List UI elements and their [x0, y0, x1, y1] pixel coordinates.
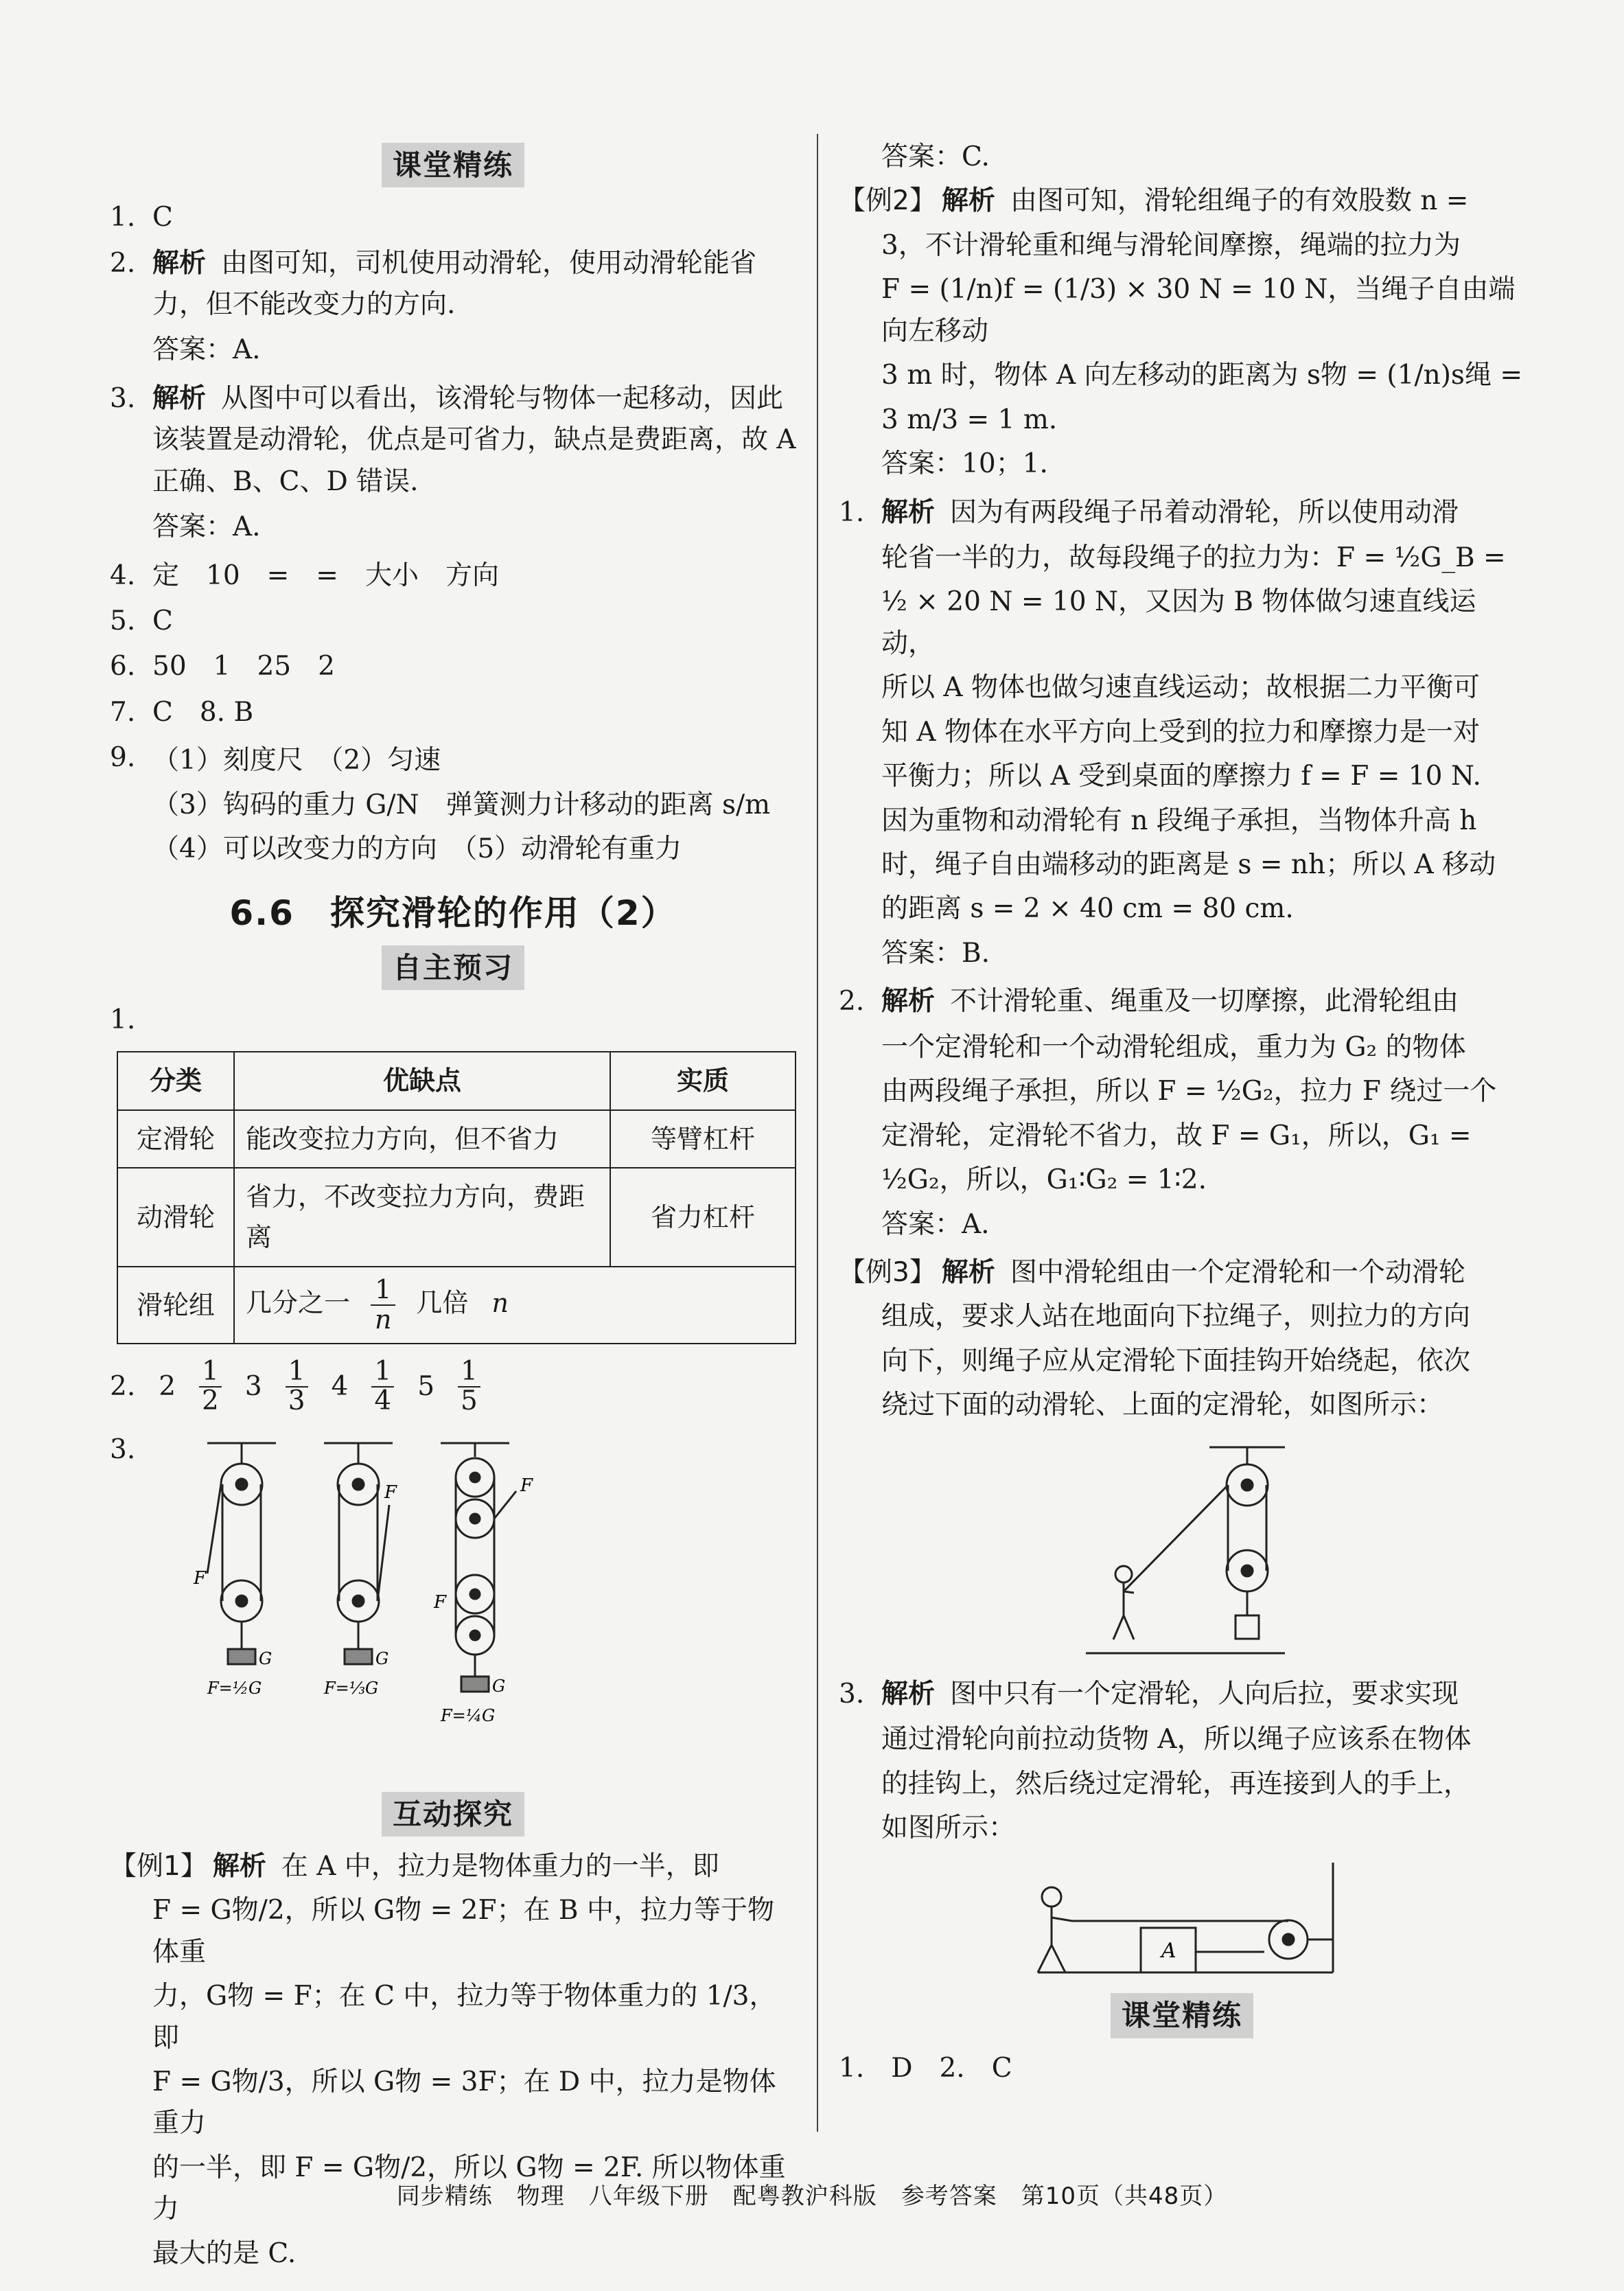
fraction: 1 2 — [199, 1358, 222, 1416]
section-title: 6.6 探究滑轮的作用（2） — [229, 893, 677, 933]
pulley-comparison-table — [117, 1051, 796, 1344]
fraction: $\frac{1}{n}$ — [371, 1276, 395, 1335]
answer-item: 3. 解析 从图中可以看出，该滑轮与物体一起移动，因此该装置是动滑轮，优点是可省力，缺点是费距离，故 A 正确、B、C、D 错误. — [110, 382, 796, 497]
table-header: 分类 — [117, 1052, 234, 1110]
example-2: 【例2】 解析 由图可知，滑轮组绳子的有效股数 n = 3，不计滑轮重和绳与滑轮间摩擦，绳端的拉力为 F = (1/n)f = (1/3) × 30 N = 10 N，当绳子自由端向左移动 3 m 时，物体 A 向左移动的距离为 s物 = (1/n)s绳 = 3 m/3 = 1 m. 答案：10；1. — [839, 185, 1523, 480]
svg-text:G: G — [259, 1648, 272, 1668]
table-header: 实质 — [610, 1052, 796, 1110]
fraction: 1 3 — [286, 1358, 308, 1416]
pulley-person-figure — [839, 1434, 1525, 1667]
svg-text:F=½G: F=½G — [207, 1678, 262, 1698]
example-1: 【例1】 解析 在 A 中，拉力是物体重力的一半，即 F = G物/2，所以 G物 = 2F；在 B 中，拉力等于物体重 力，G物 = F；在 C 中，拉力等于物体重力的 1/3，即 F = G物/3，所以 G物 = 3F；在 D 中，拉力是物体重力 的一半，即 F = G物/2，所以 G物 = 2F. 所以物体重力 最大的是 C. — [110, 1850, 786, 2269]
example-3: 【例3】 解析 图中滑轮组由一个定滑轮和一个动滑轮 组成，要求人站在地面向下拉绳子，则拉力的方向 向下，则绳子应从定滑轮下面挂钩开始绕起，依次 绕过下面的动滑轮、上面的定滑轮，如图所示： — [839, 1256, 1471, 1421]
answer-item: 6. 50 1 25 2 — [110, 651, 335, 682]
answer-line: 答案：A. — [152, 334, 261, 366]
answer-item: 3. 解析 图中只有一个定滑轮，人向后拉，要求实现 通过滑轮向前拉动货物 A，所以绳子应该系在物体 的挂钩上，然后绕过定滑轮，再连接到人的手上， 如图所示： — [839, 1678, 1472, 1843]
section-band-practice-2: 课堂精练 — [1111, 1993, 1253, 2038]
pulley-figures: 3. F F F F G G G F=½G F=⅓G F=¼G — [110, 1429, 796, 1786]
analysis-tag: 解析 — [152, 382, 207, 414]
answer-line: 1. D 2. C — [839, 2052, 1012, 2084]
svg-text:F=⅓G: F=⅓G — [324, 1678, 379, 1698]
answer-item-9: 9. （1）刻度尺 （2）匀速 （3）钩码的重力 G/N 弹簧测力计移动的距离 s/m （4）可以改变力的方向 （5）动滑轮有重力 — [110, 742, 771, 865]
answer-item: 5. C — [110, 606, 173, 637]
page-footer: 同步精练 物理 八年级下册 配粤教沪科版 参考答案 第10页（共48页） — [396, 2183, 1228, 2210]
ratio-answers: 2. 2 1 2 3 1 3 4 1 4 5 1 5 — [110, 1358, 796, 1416]
answer-item: 2. 解析 不计滑轮重、绳重及一切摩擦，此滑轮组由 一个定滑轮和一个动滑轮组成，重力为 G₂ 的物体 由两段绳子承担，所以 F = ½G₂，拉力 F 绕过一个 定滑轮，定滑轮不省力，故 F = G₁，所以，G₁ = ½G₂，所以，G₁∶G₂ = 1∶2. 答案：A. — [839, 986, 1497, 1240]
answer-item: 1. C — [110, 202, 173, 233]
svg-text:G: G — [492, 1676, 506, 1696]
analysis-tag: 解析 — [152, 247, 207, 279]
svg-text:F=¼G: F=¼G — [441, 1705, 496, 1725]
fraction: 1 4 — [371, 1358, 394, 1416]
svg-text:A: A — [1161, 1939, 1176, 1964]
section-band-practice: 课堂精练 — [382, 143, 524, 187]
column-divider — [817, 134, 818, 2132]
answer-item: 4. 定 10 = = 大小 方向 — [110, 560, 499, 591]
answer-item: 1. 解析 因为有两段绳子吊着动滑轮，所以使用动滑 轮省一半的力，故每段绳子的拉力为：F = ½G_B = ½ × 20 N = 10 N，又因为 B 物体做匀速直线运动， 所以 A 物体也做匀速直线运动；故根据二力平衡可 知 A 物体在水平方向上受到的拉力和摩擦力是一对 平衡力；所以 A 受到桌面的摩擦力 f = F = 10 N. 因为重物和动滑轮有 n 段绳子承担，当物体升高 h 时，绳子自由端移动的距离是 s = nh；所以 A 移动 的距离 s = 2 × 40 cm = 80 cm. 答案：B. — [839, 496, 1506, 969]
section-band-preview: 自主预习 — [382, 945, 524, 990]
svg-text:G: G — [375, 1648, 389, 1668]
svg-text:F: F — [520, 1475, 533, 1496]
right-column: 答案：C. 【例2】 解析 由图可知，滑轮组绳子的有效股数 n = 3，不计滑轮重和绳与滑轮间摩擦，绳端的拉力为 F = (1/n)f = (1/3) × 30 N = 10 N，当绳子自由端向左移动 3 m 时，物体 A 向左移动的距离为 s物 = (1/n)s绳 = 3 m/3 = 1 m. 答案：10；1. 1. 解析 因为有两段绳子吊着动滑轮，所以使用动滑 轮省一半的力，故每段绳子的拉力为：F = ½G_B = ½ × 20 N = 10 N，又因为 B 物体做匀速直线运动， 所以 A 物体也做匀速直线运动；故根据二力平衡可 知 A 物体在水平方向上受到的拉力和摩擦力是一对 平衡力；所以 A 受到桌面的摩擦力 f = F = 10 N. 因为重物和动滑轮有 n 段绳子承担，当物体升高 h 时，绳子自由端移动的距离是 s = nh；所以 A 移动 的距离 s = 2 × 40 cm = 80 cm. 答案：B. 2. 解析 不计滑轮重、绳重及一切摩擦，此滑轮组由 一个定滑轮和一个动滑轮组成，重力为 G₂ 的物体 由两段绳子承担，所以 F = ½G₂，拉力 F 绕过一个 定滑轮，定滑轮不省力，故 F = G₁，所以，G₁ = ½G₂，所以，G₁∶G₂ = 1∶2. 答案：A. 【例3】 解析 图中滑轮组由一个定滑轮和一个动滑轮 组成，要求人站在地面向下拉绳子，则拉力的方向 向下，则绳子应从定滑轮下面挂钩开始绕起，依次 绕过下面的动滑轮、上面的定滑轮，如图所示： 3. 解析 图中只有一个定滑轮，人向后拉，要求实现 通过滑轮向前拉动货物 A，所以绳子应该系在物体 的挂钩上，然后绕过定滑轮，再连接到人的手上， 如图所示： A 课堂精练 1. D 2. C — [839, 134, 1525, 2092]
answer-line: 答案：A. — [152, 511, 261, 543]
svg-text:F: F — [384, 1482, 397, 1503]
question-number: 1. — [110, 1004, 136, 1036]
left-column — [110, 137, 796, 2277]
answer-item: 7. C 8. B — [110, 696, 254, 728]
section-band-explore: 互动探究 — [382, 1792, 524, 1837]
fixed-pulley-figure — [839, 1856, 1525, 1986]
table-row: 定滑轮 能改变拉力方向，但不省力 等臂杠杆 — [117, 1110, 796, 1168]
table-header: 优缺点 — [234, 1052, 610, 1110]
svg-text:F: F — [194, 1567, 207, 1589]
pulley-systems-figure — [152, 1429, 537, 1786]
fraction: 1 5 — [458, 1358, 480, 1416]
answer-item: 2. 解析 由图可知，司机使用动滑轮，使用动滑轮能省力，但不能改变力的方向. — [110, 247, 757, 320]
table-row: 滑轮组 几分之一 $\frac{1}{n}$ 几倍 n — [117, 1267, 796, 1344]
table-row: 动滑轮 省力，不改变拉力方向，费距离 省力杠杆 — [117, 1168, 796, 1267]
svg-text:F: F — [434, 1591, 447, 1613]
